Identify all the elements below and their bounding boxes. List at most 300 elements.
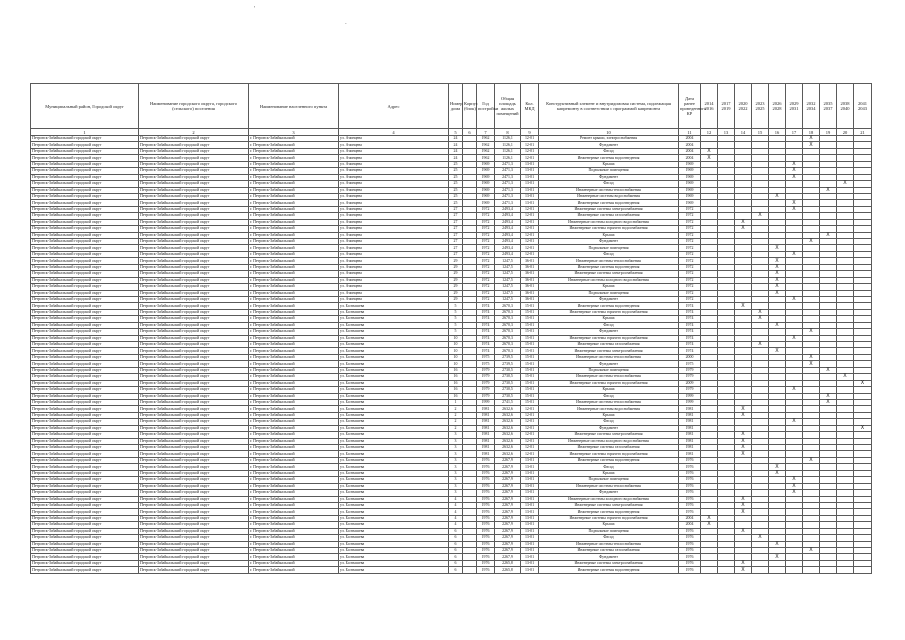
cell-locality: г. Петровск-Забайкальский [249,187,339,193]
column-number: 15 [752,129,769,136]
cell-municipality: Петровск-Забайкальский городской округ [31,329,139,335]
col-header-address: Адрес [339,84,449,129]
cell-prev-repair: 1976 [679,554,701,560]
cell-house: 2 [449,406,463,412]
cell-prev-repair: 1974 [679,348,701,354]
cell-apartments: 15-01 [521,303,539,309]
cell-locality: г. Петровск-Забайкальский [249,219,339,225]
cell-locality: г. Петровск-Забайкальский [249,155,339,161]
cell-year: 1976 [477,457,495,463]
cell-prev-repair: 1969 [679,161,701,167]
cell-municipality: Петровск-Забайкальский городской округ [31,477,139,483]
cell-apartments: 12-01 [521,239,539,245]
cell-area: 2267,9 [495,502,521,508]
cell-period-mark: X [752,342,769,348]
cell-area: 2265,8 [495,567,521,573]
cell-address: ул. Болтышева [339,548,449,554]
cell-apartments: 13-01 [521,477,539,483]
cell-address: ул. Болтышева [339,509,449,515]
cell-address: ул. Болтышева [339,541,449,547]
cell-year: 1975 [477,361,495,367]
cell-prev-repair: 1969 [679,174,701,180]
cell-apartments: 12-01 [521,148,539,154]
cell-year: 1974 [477,309,495,315]
cell-area: 1247,5 [495,296,521,302]
cell-address: ул. Болтышева [339,445,449,451]
cell-locality: г. Петровск-Забайкальский [249,432,339,438]
cell-area: 2267,9 [495,490,521,496]
cell-address: ул. Болтышева [339,567,449,573]
cell-area: 2632,6 [495,419,521,425]
cell-period-mark: X [735,445,752,451]
cell-area: 1247,5 [495,258,521,264]
cell-municipality: Петровск-Забайкальский городской округ [31,245,139,251]
cell-period-mark: X [752,213,769,219]
cell-municipality: Петровск-Забайкальский городской округ [31,161,139,167]
cell-locality: г. Петровск-Забайкальский [249,374,339,380]
cell-address: ул. Болтышева [339,348,449,354]
cell-year: 1999 [477,399,495,405]
cell-municipality: Петровск-Забайкальский городской округ [31,290,139,296]
cell-municipality: Петровск-Забайкальский городской округ [31,548,139,554]
cell-address: ул. Ачинцева [339,181,449,187]
cell-municipality: Петровск-Забайкальский городской округ [31,470,139,476]
cell-locality: г. Петровск-Забайкальский [249,522,339,528]
cell-work: Инженерные системы холодного водоснабжения [539,438,679,444]
cell-year: 1976 [477,528,495,534]
column-number: 16 [769,129,786,136]
cell-year: 1976 [477,554,495,560]
cell-work: Ремонт крыши, электроснабжения [539,136,679,142]
cell-apartments: 15-01 [521,380,539,386]
cell-apartments: 13-01 [521,535,539,541]
cell-address: ул. Болтышева [339,419,449,425]
cell-period-mark: X [786,206,803,212]
cell-prev-repair: 1972 [679,296,701,302]
cell-apartments: 36-01 [521,258,539,264]
cell-period-mark: X [786,419,803,425]
cell-area: 1247,5 [495,277,521,283]
cell-house: 24 [449,155,463,161]
cell-house: 29 [449,258,463,264]
cell-settlement: Петровск-Забайкальский городской округ [139,296,249,302]
cell-year: 1975 [477,354,495,360]
cell-apartments: 15-01 [521,335,539,341]
cell-municipality: Петровск-Забайкальский городской округ [31,155,139,161]
cell-area: 2730,5 [495,393,521,399]
cell-apartments: 15-01 [521,399,539,405]
cell-settlement: Петровск-Забайкальский городской округ [139,560,249,566]
cell-period-mark: X [854,380,872,386]
cell-area: 2670,3 [495,348,521,354]
cell-apartments: 12-01 [521,251,539,257]
cell-apartments: 13-01 [521,490,539,496]
column-number: 8 [495,129,521,136]
cell-work: Инженерные системы водоотведения [539,303,679,309]
cell-period-mark: X [752,316,769,322]
cell-settlement: Петровск-Забайкальский городской округ [139,219,249,225]
cell-apartments: 13-01 [521,193,539,199]
cell-settlement: Петровск-Забайкальский городской округ [139,438,249,444]
cell-work: Инженерные системы электроснабжения [539,560,679,566]
cell-house: 27 [449,245,463,251]
cell-locality: г. Петровск-Забайкальский [249,284,339,290]
cell-apartments: 13-01 [521,200,539,206]
cell-prev-repair: 1976 [679,457,701,463]
cell-address: ул. Болтышева [339,528,449,534]
cell-address: ул. Болтышева [339,342,449,348]
cell-settlement: Петровск-Забайкальский городской округ [139,213,249,219]
table-row [31,567,872,573]
column-number: 9 [521,129,539,136]
cell-address: ул. Ачинцева [339,213,449,219]
cell-area: 2471,3 [495,168,521,174]
cell-prev-repair: 1979 [679,367,701,373]
cell-period-mark [701,567,718,573]
cell-period-mark: X [769,284,786,290]
cell-year: 1979 [477,380,495,386]
cell-prev-repair: 1981 [679,406,701,412]
cell-locality: г. Петровск-Забайкальский [249,245,339,251]
cell-prev-repair: 1969 [679,193,701,199]
cell-prev-repair: 1979 [679,374,701,380]
cell-period-mark [718,567,735,573]
cell-apartments: 12-01 [521,213,539,219]
cell-work: Инженерные системы теплоснабжения [539,374,679,380]
cell-apartments: 15-01 [521,342,539,348]
column-number: 7 [477,129,495,136]
cell-year: 1974 [477,322,495,328]
cell-year: 1974 [477,316,495,322]
cell-prev-repair: 2004 [679,155,701,161]
cell-area: 2670,3 [495,322,521,328]
cell-address: ул. Болтышева [339,535,449,541]
cell-work: Подвальные помещения [539,245,679,251]
cell-area: 2730,5 [495,380,521,386]
cell-apartments: 12-01 [521,445,539,451]
cell-prev-repair: 1981 [679,432,701,438]
cell-period-mark: X [735,412,752,418]
cell-period-mark: X [735,560,752,566]
cell-area: 2267,9 [495,496,521,502]
cell-apartments: 12-01 [521,155,539,161]
cell-house: 3 [449,445,463,451]
col-header-municipality: Муниципальный район, Городской округ [31,84,139,129]
cell-settlement: Петровск-Забайкальский городской округ [139,136,249,142]
cell-prev-repair: 1981 [679,438,701,444]
cell-period-mark [752,567,769,573]
cell-apartments: 13-01 [521,496,539,502]
cell-locality: г. Петровск-Забайкальский [249,438,339,444]
cell-settlement: Петровск-Забайкальский городской округ [139,322,249,328]
cell-apartments: 36-01 [521,284,539,290]
cell-settlement: Петровск-Забайкальский городской округ [139,361,249,367]
cell-municipality: Петровск-Забайкальский городской округ [31,316,139,322]
cell-year: 1981 [477,412,495,418]
cell-year: 1981 [477,432,495,438]
cell-year: 1976 [477,496,495,502]
cell-year: 1962 [477,155,495,161]
cell-house: 27 [449,232,463,238]
cell-year: 1979 [477,387,495,393]
col-header-locality: Наименование населенного пункта [249,84,339,129]
cell-work: Фундамент [539,239,679,245]
cell-settlement: Петровск-Забайкальский городской округ [139,239,249,245]
cell-work: Инженерные системы газоснабжения [539,445,679,451]
cell-address: ул. Ачинцева [339,193,449,199]
cell-apartments: 15-01 [521,374,539,380]
cell-year: 1976 [477,515,495,521]
cell-settlement: Петровск-Забайкальский городской округ [139,490,249,496]
cell-area: 2471,3 [495,187,521,193]
cell-municipality: Петровск-Забайкальский городской округ [31,251,139,257]
cell-house: 27 [449,219,463,225]
cell-house: 4 [449,522,463,528]
cell-municipality: Петровск-Забайкальский городской округ [31,277,139,283]
cell-year: 1969 [477,193,495,199]
cell-municipality: Петровск-Забайкальский городской округ [31,309,139,315]
cell-apartments: 12-01 [521,219,539,225]
cell-period-mark: X [803,136,820,142]
cell-settlement: Петровск-Забайкальский городской округ [139,367,249,373]
cell-settlement: Петровск-Забайкальский городской округ [139,316,249,322]
cell-year: 1972 [477,258,495,264]
cell-locality: г. Петровск-Забайкальский [249,528,339,534]
cell-municipality: Петровск-Забайкальский городской округ [31,522,139,528]
cell-apartments: 12-01 [521,142,539,148]
cell-municipality: Петровск-Забайкальский городской округ [31,168,139,174]
cell-locality: г. Петровск-Забайкальский [249,387,339,393]
cell-year: 1976 [477,470,495,476]
cell-locality: г. Петровск-Забайкальский [249,445,339,451]
column-number-row [31,129,872,136]
cell-locality: г. Петровск-Забайкальский [249,502,339,508]
cell-address: ул. Болтышева [339,316,449,322]
cell-address: ул. Болтышева [339,361,449,367]
cell-area: 2670,3 [495,316,521,322]
cell-period-mark: X [769,245,786,251]
cell-period-mark [820,567,837,573]
cell-house: 6 [449,535,463,541]
cell-municipality: Петровск-Забайкальский городской округ [31,412,139,418]
col-header-period-2035: 2035 2037 [820,84,837,129]
cell-area: 2265,8 [495,560,521,566]
cell-prev-repair: 1969 [679,168,701,174]
column-number: 11 [679,129,701,136]
cell-year: 1962 [477,142,495,148]
cell-apartments: 15-01 [521,361,539,367]
cell-work: Крыша [539,316,679,322]
cell-address: ул. Ачинцева [339,290,449,296]
cell-municipality: Петровск-Забайкальский городской округ [31,342,139,348]
cell-period-mark: X [837,181,854,187]
cell-settlement: Петровск-Забайкальский городской округ [139,477,249,483]
cell-locality: г. Петровск-Забайкальский [249,399,339,405]
cell-area: 2632,6 [495,438,521,444]
cell-period-mark: X [820,393,837,399]
cell-address: ул. Ачинцева [339,200,449,206]
cell-settlement: Петровск-Забайкальский городской округ [139,258,249,264]
cell-address: ул. Ачинцева [339,219,449,225]
col-header-period-2014: 2014 2016 [701,84,718,129]
cell-municipality: Петровск-Забайкальский городской округ [31,419,139,425]
cell-locality: г. Петровск-Забайкальский [249,554,339,560]
cell-locality: г. Петровск-Забайкальский [249,239,339,245]
column-number: 2 [139,129,249,136]
cell-address: ул. Болтышева [339,354,449,360]
cell-settlement: Петровск-Забайкальский городской округ [139,142,249,148]
cell-work: Фундамент [539,142,679,148]
cell-period-mark: X [752,309,769,315]
column-number: 17 [786,129,803,136]
cell-locality: г. Петровск-Забайкальский [249,541,339,547]
cell-period-mark: X [786,296,803,302]
cell-address: ул. Болтышева [339,477,449,483]
cell-year: 1969 [477,161,495,167]
cell-settlement: Петровск-Забайкальский городской округ [139,148,249,154]
cell-year: 1974 [477,348,495,354]
cell-prev-repair: 1976 [679,483,701,489]
cell-house: 25 [449,168,463,174]
cell-house: 24 [449,136,463,142]
cell-address: ул. Болтышева [339,380,449,386]
cell-municipality: Петровск-Забайкальский городской округ [31,483,139,489]
cell-prev-repair: 1975 [679,361,701,367]
cell-address: ул. Болтышева [339,515,449,521]
cell-period-mark: X [735,219,752,225]
cell-building [463,567,477,573]
cell-year: 1972 [477,296,495,302]
cell-settlement: Петровск-Забайкальский городской округ [139,277,249,283]
cell-period-mark: X [786,251,803,257]
cell-municipality: Петровск-Забайкальский городской округ [31,451,139,457]
column-number: 18 [803,129,820,136]
cell-year: 1972 [477,213,495,219]
cell-area: 2493,4 [495,206,521,212]
cell-address: ул. Ачинцева [339,161,449,167]
cell-locality: г. Петровск-Забайкальский [249,354,339,360]
cell-prev-repair: 2000 [679,354,701,360]
cell-apartments: 13-01 [521,470,539,476]
cell-address: ул. Болтышева [339,483,449,489]
cell-apartments: 13-01 [521,541,539,547]
cell-house: 29 [449,271,463,277]
cell-municipality: Петровск-Забайкальский городской округ [31,535,139,541]
cell-settlement: Петровск-Забайкальский городской округ [139,470,249,476]
cell-area: 2739,5 [495,354,521,360]
cell-locality: г. Петровск-Забайкальский [249,322,339,328]
cell-settlement: Петровск-Забайкальский городской округ [139,174,249,180]
cell-work: Инженерные системы газоснабжения [539,342,679,348]
cell-year: 1981 [477,451,495,457]
cell-municipality: Петровск-Забайкальский городской округ [31,142,139,148]
cell-period-mark: X [820,187,837,193]
cell-house: 6 [449,548,463,554]
cell-settlement: Петровск-Забайкальский городской округ [139,451,249,457]
cell-work: Фундамент [539,174,679,180]
cell-house: 4 [449,502,463,508]
cell-prev-repair: 1999 [679,399,701,405]
column-number: 5 [449,129,463,136]
cell-address: ул. Ачинцева [339,206,449,212]
cell-period-mark: X [735,438,752,444]
cell-apartments: 15-01 [521,393,539,399]
cell-house: 10 [449,361,463,367]
cell-locality: г. Петровск-Забайкальский [249,251,339,257]
cell-house: 27 [449,239,463,245]
cell-address: ул. Болтышева [339,303,449,309]
cell-municipality: Петровск-Забайкальский городской округ [31,284,139,290]
column-number: 4 [339,129,449,136]
cell-settlement: Петровск-Забайкальский городской округ [139,206,249,212]
cell-address: ул. Болтышева [339,387,449,393]
cell-address: ул. Болтышева [339,457,449,463]
cell-locality: г. Петровск-Забайкальский [249,412,339,418]
cell-area: 2267,9 [495,464,521,470]
cell-period-mark: X [735,226,752,232]
cell-address: ул. Болтышева [339,502,449,508]
cell-locality: г. Петровск-Забайкальский [249,271,339,277]
cell-municipality: Петровск-Забайкальский городской округ [31,303,139,309]
cell-house: 6 [449,567,463,573]
cell-work: Инженерные системы водоотведения [539,155,679,161]
cell-apartments: 15-01 [521,309,539,315]
col-header-work: Конструктивный элемент и внутридомовая система, подлежащая капремонту в соответствии с программой капремонта [539,84,679,129]
cell-period-mark: X [769,322,786,328]
cell-address: ул. Болтышева [339,496,449,502]
cell-apartments: 12-01 [521,419,539,425]
cell-municipality: Петровск-Забайкальский городской округ [31,374,139,380]
cell-house: 3 [449,477,463,483]
cell-municipality: Петровск-Забайкальский городской округ [31,232,139,238]
cell-house: 25 [449,181,463,187]
cell-year: 1976 [477,560,495,566]
cell-work: Крыша [539,232,679,238]
cell-year: 1981 [477,419,495,425]
cell-period-mark: X [735,406,752,412]
cell-work: Инженерные системы электроснабжения [539,206,679,212]
cell-work: Фундамент [539,554,679,560]
col-header-period-2038: 2038 2040 [837,84,854,129]
cell-municipality: Петровск-Забайкальский городской округ [31,206,139,212]
cell-settlement: Петровск-Забайкальский городской округ [139,155,249,161]
cell-locality: г. Петровск-Забайкальский [249,535,339,541]
cell-address: ул. Ачинцева [339,277,449,283]
col-header-prev-repair: Дата ранее проведенного КР [679,84,701,129]
cell-area: 1247,5 [495,271,521,277]
cell-locality: г. Петровск-Забайкальский [249,200,339,206]
cell-area: 1126,1 [495,136,521,142]
cell-house: 5 [449,322,463,328]
col-header-building: Корпус (блок) [463,84,477,129]
cell-prev-repair: 1976 [679,509,701,515]
cell-house: 5 [449,316,463,322]
cell-municipality: Петровск-Забайкальский городской округ [31,213,139,219]
cell-year: 1972 [477,264,495,270]
cell-year: 1979 [477,374,495,380]
cell-area: 2493,4 [495,232,521,238]
cell-settlement: Петровск-Забайкальский городской округ [139,232,249,238]
cell-prev-repair: 1974 [679,316,701,322]
column-number: 20 [837,129,854,136]
cell-locality: г. Петровск-Забайкальский [249,560,339,566]
cell-work: Инженерные системы горячего водоснабжения [539,226,679,232]
cell-area: 2493,4 [495,226,521,232]
col-header-period-2026: 2026 2028 [769,84,786,129]
cell-year: 1976 [477,477,495,483]
cell-year: 1972 [477,239,495,245]
cell-work: Фундамент [539,296,679,302]
